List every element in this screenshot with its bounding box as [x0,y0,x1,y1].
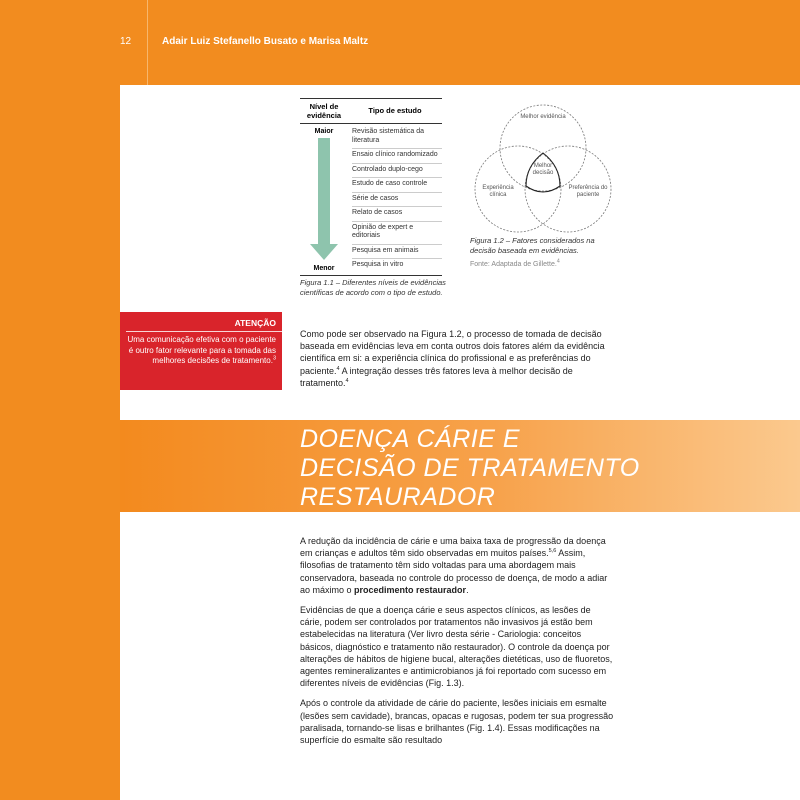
intro-paragraph: Como pode ser observado na Figura 1.2, o processo de tomada de decisão baseada em evidências leva em conta outros dois fatores além da evidência científica em si: a experiência clínica do profissional e as preferências do paciente.$^4$ A integração desses três fatores leva à melhor decisão de tratamento.$^4$ [300,329,605,388]
attention-title: ATENÇÃO [234,318,276,328]
paragraph-3: Após o controle da atividade de cárie do paciente, lesões iniciais em esmalte (lesões sem cavidade), brancas, opacas e rugosas, podem ter sua progressão paralisada, tornando-se lisas e brilhantes (Fig. 1.4). Essas modificações na superfície do esmalte são resultado [300,698,614,746]
figure2-caption: Figura 1.2 – Fatores considerados na decisão baseada em evidências. [470,236,595,255]
figure-evidence-levels [300,98,442,276]
study-type-item: Revisão sistemática da literatura [352,126,442,149]
study-type-item: Série de casos [352,193,442,208]
figure1-caption: Figura 1.1 – Diferentes níveis de evidências científicas de acordo com o tipo de estudo. [300,278,446,297]
figure2-source: Fonte: Adaptada de Gillette.$^4$ [470,258,560,268]
figure-table-body [300,124,442,276]
header-divider [147,0,148,85]
paragraph-2: Evidências de que a doença cárie e seus aspectos clínicos, as lesões de cárie, podem ser controlados por tratamentos não invasivos já estão bem estabelecidas na literatura (Ver livro desta série - Cariologia: conceitos básicos, diagnóstico e tratamento não restaurador). O controle da doença por alterações de hábitos de higiene bucal, alterações dietéticas, uso de fluoretos, agentes remineralizantes e antimicrobianos já foi reportado com sucesso em diferentes níveis de evidências (Fig. 1.3). [300,605,613,689]
study-type-item: Estudo de caso controle [352,178,442,193]
down-arrow-icon [310,244,338,260]
attention-divider [126,331,282,332]
evidence-arrow-shaft [318,138,330,246]
attention-text: Uma comunicação efetiva com o paciente é outro fator relevante para a tomada das melhores decisões de tratamento.$^3$ [127,335,276,365]
study-type-item: Controlado duplo-cego [352,164,442,179]
level-bottom-label: Menor [313,265,335,272]
study-type-item: Relato de casos [352,207,442,222]
venn-label-experience: Experiência clínica [482,185,514,198]
figure-table-header [300,98,442,124]
study-type-item: Ensaio clínico randomizado [352,149,442,164]
col-header-level: Nível de evidência [306,102,342,120]
page-number: 12 [120,36,132,47]
venn-label-preference: Preferência do paciente [568,185,608,198]
venn-label-evidence: Melhor evidência [520,114,566,120]
body-paragraphs [300,535,615,754]
section-title: DOENÇA CÁRIE E DECISÃO DE TRATAMENTO RESTAURADOR [300,425,640,511]
figure-venn-diagram [468,100,618,235]
attention-box [120,312,282,390]
running-head: Adair Luiz Stefanello Busato e Marisa Maltz [162,36,369,47]
paragraph-1: A redução da incidência de cárie e uma baixa taxa de progressão da doença em crianças e adultos têm sido observadas em muitos países.$^{5,6}$ Assim, filosofias de tratamento têm sido voltadas para uma abordagem mais conservadora, baseada no controle do processo de doença, de modo a adiar ao máximo o procedimento restaurador. [300,536,608,595]
col-header-type: Tipo de estudo [368,106,422,115]
study-type-list [352,126,442,273]
study-type-item: Pesquisa in vitro [352,261,404,268]
level-top-label: Maior [314,128,334,135]
study-type-item: Opinião de expert e editoriais [352,222,442,245]
venn-label-decision: Melhor decisão [532,163,554,176]
study-type-item: Pesquisa em animais [352,245,442,260]
